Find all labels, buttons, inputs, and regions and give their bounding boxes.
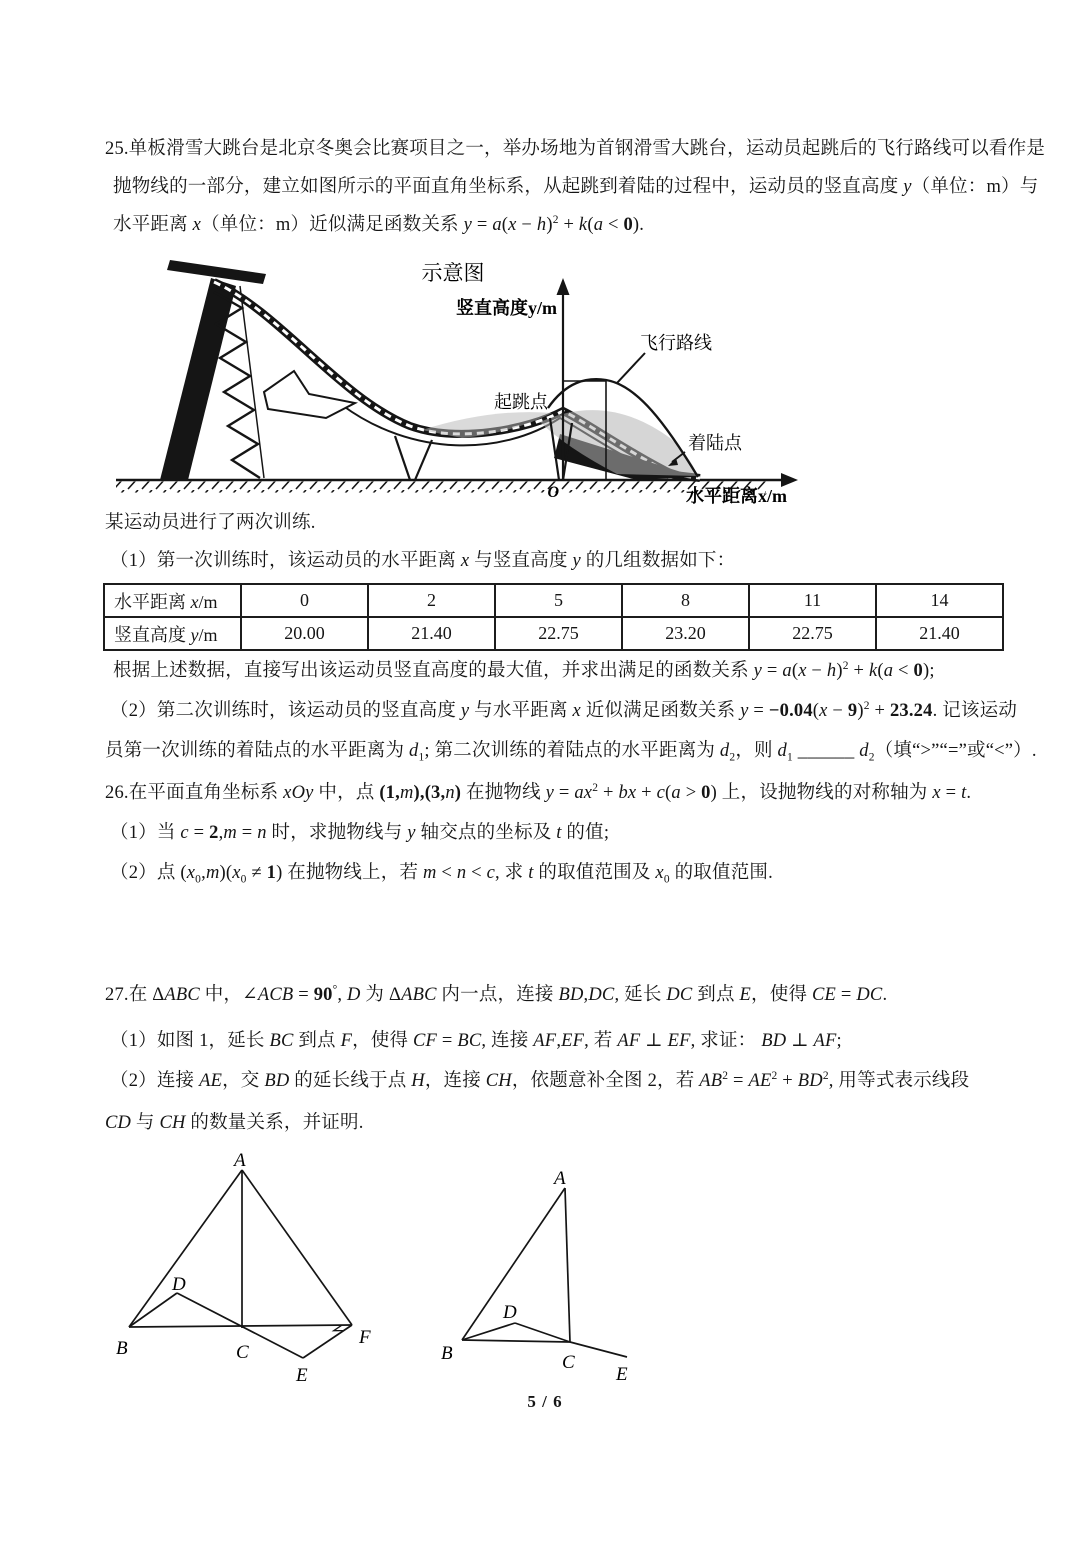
segment-DC bbox=[515, 1323, 570, 1342]
takeoff-label: 起跳点 bbox=[494, 392, 548, 412]
flight-label: 飞行路线 bbox=[640, 333, 712, 353]
vertex-label-e: E bbox=[296, 1365, 308, 1386]
problem-26-item-1: （1）当 c = 2,m = n 时，求抛物线与 y 轴交点的坐标及 t 的值; bbox=[110, 823, 610, 843]
table-cell: 0 bbox=[241, 584, 368, 617]
table-cell: 8 bbox=[622, 584, 749, 617]
table-cell: 11 bbox=[749, 584, 876, 617]
table-cell: 22.75 bbox=[495, 617, 622, 650]
table-cell: 20.00 bbox=[241, 617, 368, 650]
table-cell: 22.75 bbox=[749, 617, 876, 650]
table-row-x bbox=[104, 584, 1003, 617]
vertex-label-f: F bbox=[359, 1327, 371, 1348]
segment-BD bbox=[129, 1293, 177, 1327]
table-cell: 2 bbox=[368, 584, 495, 617]
table-cell: 14 bbox=[876, 584, 1003, 617]
landing-label: 着陆点 bbox=[688, 433, 742, 453]
vertex-label-c: C bbox=[236, 1342, 249, 1363]
problem-27-line-1: 27.在 ΔABC 中，∠ACB = 90°, D 为 ΔABC 内一点，连接 BD,DC, 延长 DC 到点 E，使得 CE = DC. bbox=[105, 983, 888, 1005]
table-row-y bbox=[104, 617, 1003, 650]
table-header-x: 水平距离 x/m bbox=[104, 584, 241, 617]
problem-25-line-3: 水平距离 x（单位：m）近似满足函数关系 $y = a(x - h)^2 + k(a < 0)$. bbox=[113, 213, 645, 235]
problem-27-item-1: （1）如图 1，延长 BC 到点 F，使得 CF = BC, 连接 AF,EF, 若 AF ⊥ EF, 求证： BD ⊥ AF; bbox=[110, 1031, 842, 1051]
schematic-title: 示意图 bbox=[421, 261, 485, 285]
table-cell: 5 bbox=[495, 584, 622, 617]
table-cell: 21.40 bbox=[368, 617, 495, 650]
figure-2 bbox=[430, 1162, 665, 1384]
vertex-label-a: A bbox=[234, 1152, 246, 1171]
table-cell: 21.40 bbox=[876, 617, 1003, 650]
vertex-label-b: B bbox=[116, 1338, 128, 1359]
y-axis-label: 竖直高度y/m bbox=[456, 298, 557, 318]
problem-26-line-1: 26.在平面直角坐标系 xOy 中，点 (1,m),(3,n) 在抛物线 $y = ax^2$ + bx + c(a > 0) 上，设抛物线的对称轴为 x = t. bbox=[105, 781, 972, 803]
schematic-figure bbox=[112, 250, 802, 510]
segment-AF bbox=[242, 1170, 352, 1325]
problem-27-line-4: CD 与 CH 的数量关系，并证明. bbox=[105, 1113, 364, 1133]
origin-label: O bbox=[547, 484, 559, 501]
vertex-label-b: B bbox=[441, 1343, 453, 1364]
table-cell: 23.20 bbox=[622, 617, 749, 650]
problem-25-line-2: 抛物线的一部分，建立如图所示的平面直角坐标系，从起跳到着陆的过程中，运动员的竖直高度 y（单位：m）与 bbox=[113, 177, 1039, 197]
training-intro: 某运动员进行了两次训练. bbox=[105, 513, 316, 533]
table-header-y: 竖直高度 y/m bbox=[104, 617, 241, 650]
page-number: 5 / 6 bbox=[527, 1392, 563, 1411]
y-axis-arrow-icon bbox=[557, 278, 570, 295]
x-axis-label: 水平距离x/m bbox=[686, 486, 787, 506]
flight-label-pointer bbox=[617, 353, 645, 383]
problem-25-line-1: 25.单板滑雪大跳台是北京冬奥会比赛项目之一，举办场地为首钢滑雪大跳台，运动员起跳后的飞行路线可以看作是 bbox=[105, 139, 1046, 159]
figure-1 bbox=[112, 1152, 382, 1387]
vertex-label-d: D bbox=[503, 1302, 517, 1323]
segment-AC bbox=[565, 1188, 570, 1342]
problem-25-item-2-line-2: 员第一次训练的着陆点的水平距离为 $d_1$; 第二次训练的着陆点的水平距离为 $d_2$，则 $d_1$ ______ $d_2$（填“>”“=”或“<”）. bbox=[105, 741, 1037, 764]
vertex-label-d: D bbox=[172, 1274, 186, 1295]
problem-27-item-2: （2）连接 AE，交 BD 的延长线于点 H，连接 CH，依题意补全图 2，若 $AB^2 = AE^2 + BD^2$, 用等式表示线段 bbox=[110, 1069, 970, 1091]
x-axis-arrow-icon bbox=[781, 473, 798, 487]
vertex-label-a: A bbox=[554, 1168, 566, 1189]
vertex-label-c: C bbox=[562, 1352, 575, 1373]
problem-25-item-1: （1）第一次训练时，该运动员的水平距离 x 与竖直高度 y 的几组数据如下： bbox=[110, 551, 736, 571]
tower bbox=[160, 278, 236, 480]
segment-BD bbox=[462, 1323, 515, 1340]
problem-26-item-2: （2）点 $(x_0,m)(x_0 \ne 1)$ 在抛物线上，若 m < n < c, 求 t 的取值范围及 $x_0$ 的取值范围. bbox=[110, 863, 773, 886]
training-data-table bbox=[103, 583, 1004, 651]
segment-BA bbox=[129, 1170, 242, 1327]
problem-25-after-table: 根据上述数据，直接写出该运动员竖直高度的最大值，并求出满足的函数关系 $y = a(x - h)^2 + k(a < 0)$; bbox=[113, 659, 935, 681]
segment-BC bbox=[462, 1340, 570, 1342]
segment-EF bbox=[303, 1325, 352, 1358]
ground-hatching bbox=[116, 482, 766, 493]
segment-CE bbox=[570, 1342, 627, 1357]
vertex-label-e: E bbox=[616, 1364, 628, 1384]
problem-25-item-2-line-1: （2）第二次训练时，该运动员的竖直高度 y 与水平距离 x 近似满足函数关系 $y = -0.04(x - 9)^2 + 23.24$. 记该运动 bbox=[110, 699, 1018, 721]
